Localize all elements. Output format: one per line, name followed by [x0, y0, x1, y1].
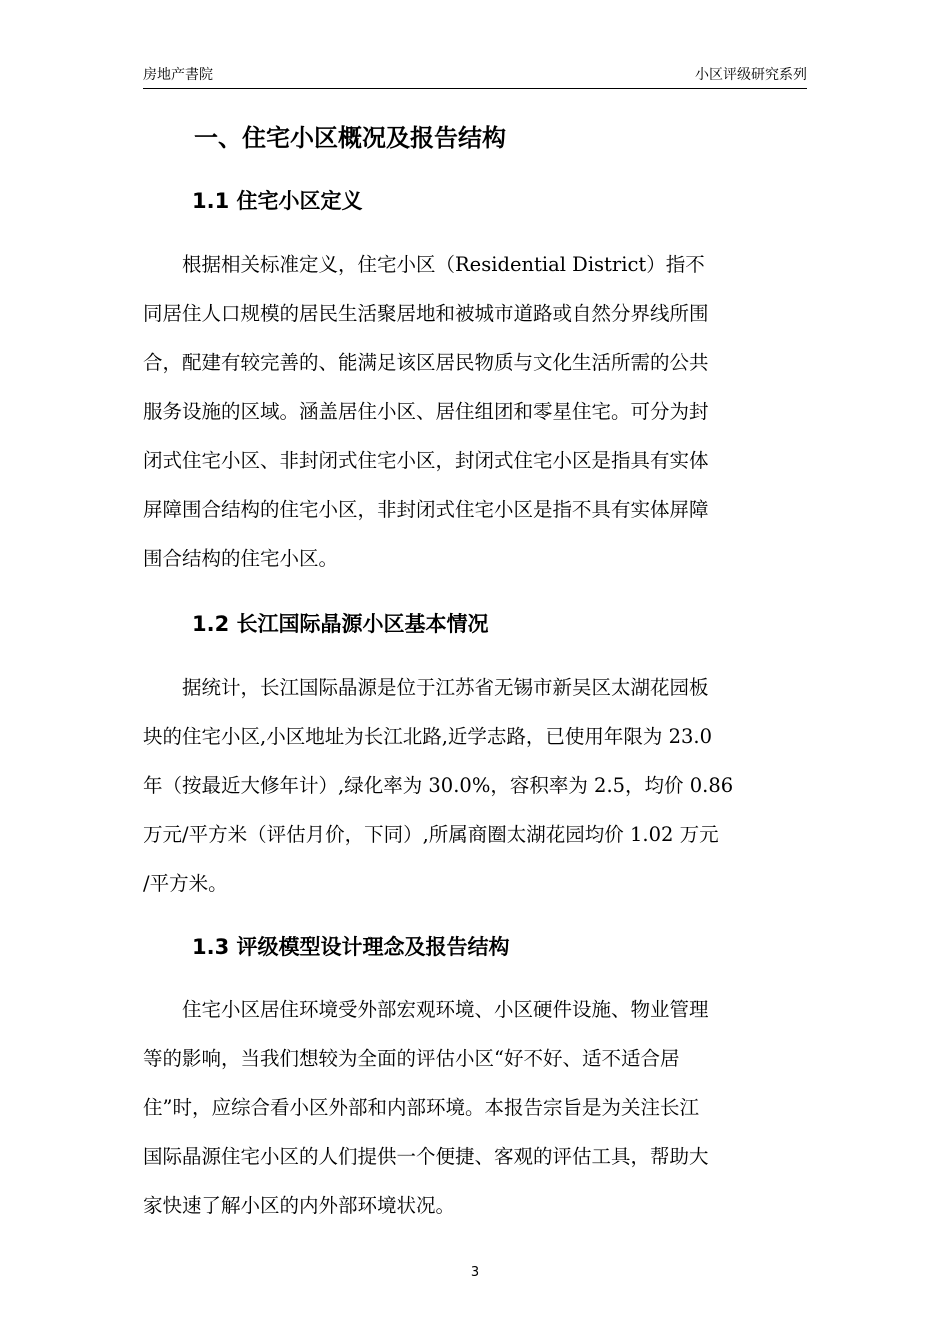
paragraph-line: 万元/平方米（评估月价，下同）,所属商圈太湖花园均价 1.02 万元 — [143, 823, 719, 846]
header-left-text: 房地产書院 — [143, 67, 213, 83]
paragraph-line: 等的影响，当我们想较为全面的评估小区“好不好、适不适合居 — [143, 1047, 680, 1070]
paragraph-line: 住”时，应综合看小区外部和内部环境。本报告宗旨是为关注长江 — [143, 1096, 699, 1119]
heading-1-1: 1.1 住宅小区定义 — [192, 189, 363, 213]
paragraph-line: /平方米。 — [143, 872, 228, 895]
paragraph-line: 服务设施的区域。涵盖居住小区、居住组团和零星住宅。可分为封 — [143, 400, 709, 423]
paragraph-1-3 — [143, 985, 807, 1230]
heading-1-3: 1.3 评级模型设计理念及报告结构 — [192, 935, 510, 959]
paragraph-line: 根据相关标准定义，住宅小区（Residential District）指不 — [143, 253, 705, 276]
paragraph-line: 同居住人口规模的居民生活聚居地和被城市道路或自然分界线所围 — [143, 302, 709, 325]
paragraph-line: 国际晶源住宅小区的人们提供一个便捷、客观的评估工具，帮助大 — [143, 1145, 709, 1168]
page-number: 3 — [470, 1265, 480, 1280]
paragraph-1-2 — [143, 663, 807, 908]
header-right-text: 小区评级研究系列 — [695, 67, 807, 83]
header-rule — [143, 88, 807, 89]
paragraph-line: 据统计，长江国际晶源是位于江苏省无锡市新吴区太湖花园板 — [143, 676, 709, 699]
paragraph-line: 屏障围合结构的住宅小区，非封闭式住宅小区是指不具有实体屏障 — [143, 498, 709, 521]
paragraph-line: 围合结构的住宅小区。 — [143, 547, 339, 570]
paragraph-line: 住宅小区居住环境受外部宏观环境、小区硬件设施、物业管理 — [143, 998, 709, 1021]
paragraph-line: 块的住宅小区,小区地址为长江北路,近学志路，已使用年限为 23.0 — [143, 725, 713, 748]
paragraph-line: 年（按最近大修年计）,绿化率为 30.0%，容积率为 2.5，均价 0.86 — [143, 774, 734, 797]
paragraph-line: 闭式住宅小区、非封闭式住宅小区，封闭式住宅小区是指具有实体 — [143, 449, 709, 472]
paragraph-1-1 — [143, 240, 807, 583]
section-title: 一、住宅小区概况及报告结构 — [194, 124, 506, 152]
paragraph-line: 合，配建有较完善的、能满足该区居民物质与文化生活所需的公共 — [143, 351, 709, 374]
heading-1-2: 1.2 长江国际晶源小区基本情况 — [192, 612, 489, 636]
paragraph-line: 家快速了解小区的内外部环境状况。 — [143, 1194, 456, 1217]
